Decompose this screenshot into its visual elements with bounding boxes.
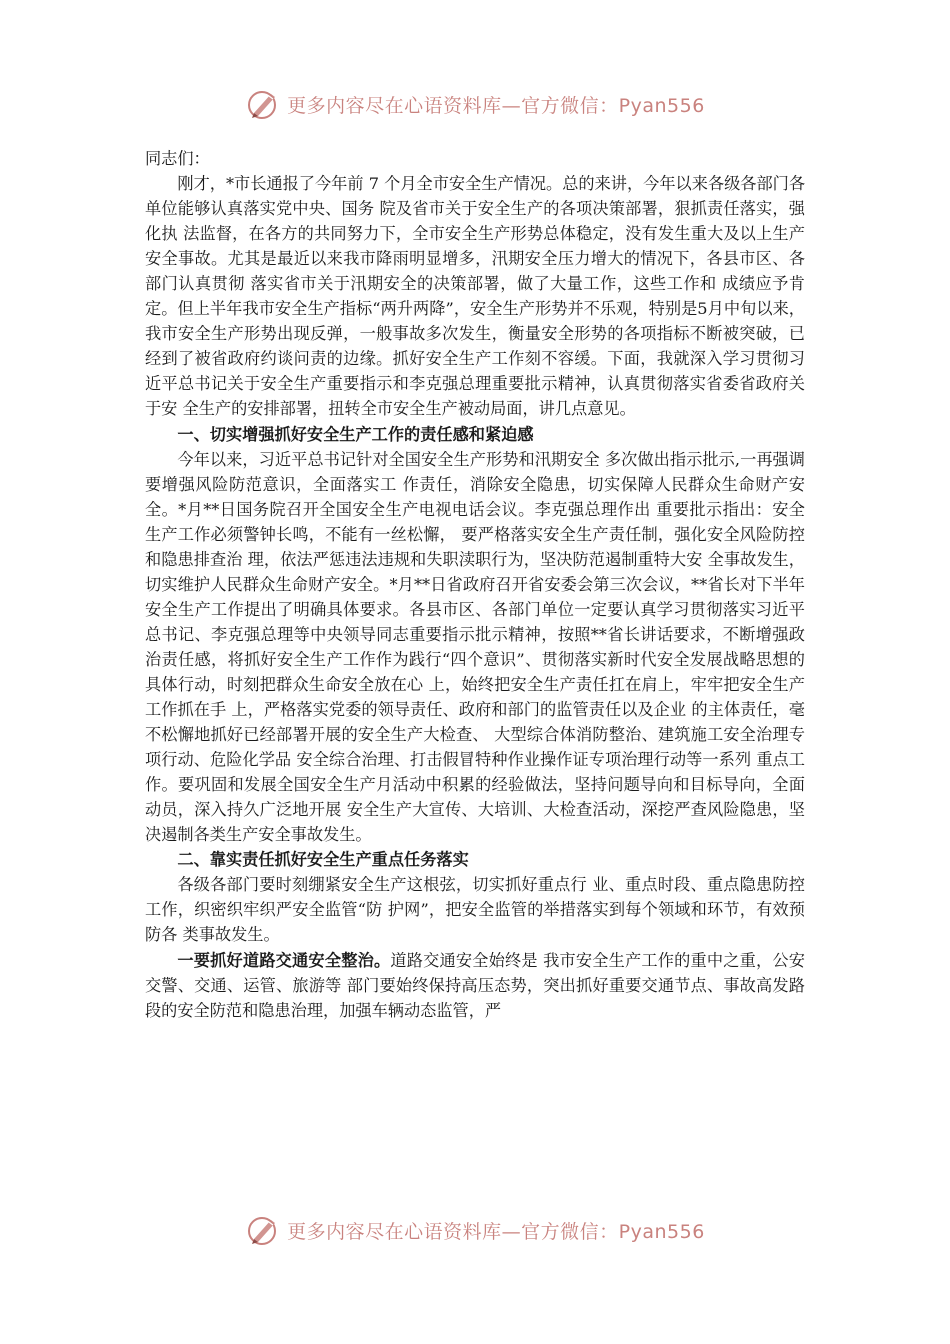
section-heading-1: 一、切实增强抓好安全生产工作的责任感和紧迫感 bbox=[177, 424, 534, 444]
banner-text bbox=[287, 1217, 705, 1244]
banner-slogan: 更多内容尽在心语资料库—官方微信： bbox=[287, 1220, 619, 1243]
header-watermark-banner bbox=[0, 84, 950, 124]
banner-text bbox=[287, 91, 705, 118]
document-body bbox=[145, 146, 805, 1023]
section1-paragraph: 今年以来，习近平总书记针对全国安全生产形势和汛期安全 多次做出指示批示,一再强调要增强风险防范意识，全面落实工 作责任，消除安全隐患，切实保障人民群众生命财产安全。*月**日国务院召开全国安全生产电视电话会议。李克强总理作出 重要批示指出：安全生产工作必须警钟长鸣，不能有一丝松懈， 要严格落实安全生产责任制，强化安全风险防控和隐患排查治 理，依法严惩违法违规和失职渎职行为，坚决防范遏制重特大安 全事故发生，切实维护人民群众生命财产安全。*月**日省政府召开省安委会第三次会议，**省长对下半年安全生产工作提出了明确具体要求。各县市区、各部门单位一定要认真学习贯彻落实习近平总书记、李克强总理等中央领导同志重要指示批示精神，按照**省长讲话要求，不断增强政治责任感，将抓好安全生产工作作为践行“四个意识”、贯彻落实新时代安全发展战略思想的具体行动，时刻把群众生命安全放在心 上，始终把安全生产责任扛在肩上，牢牢把安全生产工作抓在手 上，严格落实党委的领导责任、政府和部门的监管责任以及企业 的主体责任，毫不松懈地抓好已经部署开展的安全生产大检查、 大型综合体消防整治、建筑施工安全治理专项行动、危险化学品 安全综合治理、打击假冒特种作业操作证专项治理行动等一系列 重点工作。要巩固和发展全国安全生产月活动中积累的经验做法，坚持问题导向和目标导向，全面动员，深入持久广泛地开展 安全生产大宣传、大培训、大检查活动，深挖严查风险隐患，坚 决遏制各类生产安全事故发生。 bbox=[145, 449, 805, 845]
section2-paragraph: 各级各部门要时刻绷紧安全生产这根弦，切实抓好重点行 业、重点时段、重点隐患防控工作，织密织牢织严安全监管“防 护网”，把安全监管的举措落实到每个领域和环节，有效预防各 类事故发生。 bbox=[145, 875, 805, 945]
pen-logo-icon bbox=[245, 1212, 281, 1248]
pen-logo-icon bbox=[245, 86, 281, 122]
road-safety-lead: 一要抓好道路交通安全整治。 bbox=[177, 950, 391, 970]
footer-watermark-banner bbox=[0, 1210, 950, 1250]
banner-wechat-id: Pyan556 bbox=[618, 94, 705, 117]
intro-paragraph: 刚才，*市长通报了今年前 7 个月全市安全生产情况。总的来讲，今年以来各级各部门各单位能够认真落实党中央、国务 院及省市关于安全生产的各项决策部署，狠抓责任落实，强化执 法监督，在各方的共同努力下，全市安全生产形势总体稳定，没有发生重大及以上生产安全事故。尤其是最近以来我市降雨明显增多，汛期安全压力增大的情况下，各县市区、各部门认真贯彻 落实省市关于汛期安全的决策部署，做了大量工作，这些工作和 成绩应予肯定。但上半年我市安全生产指标“两升两降”，安全生产形势并不乐观，特别是5月中旬以来，我市安全生产形势出现反弹，一般事故多次发生，衡量安全形势的各项指标不断被突破，已经到了被省政府约谈问责的边缘。抓好安全生产工作刻不容缓。下面，我就深入学习贯彻习近平总书记关于安全生产重要指示和李克强总理重要批示精神，认真贯彻落实省委省政府关于安 全生产的安排部署，扭转全市安全生产被动局面，讲几点意见。 bbox=[145, 174, 806, 419]
road-safety-body: 道路交通安全始终是 我市安全生产工作的重中之重，公安交警、交通、运管、旅游等 部门要始终保持高压态势，突出抓好重要交通节点、事故高发路 段的安全防范和隐患治理，加强车辆动态监管，严 bbox=[145, 950, 805, 1020]
banner-wechat-id: Pyan556 bbox=[618, 1220, 705, 1243]
banner-slogan: 更多内容尽在心语资料库—官方微信： bbox=[287, 94, 619, 117]
salutation: 同志们： bbox=[145, 149, 210, 168]
section-heading-2: 二、靠实责任抓好安全生产重点任务落实 bbox=[177, 850, 469, 870]
road-safety-paragraph bbox=[145, 948, 805, 1023]
